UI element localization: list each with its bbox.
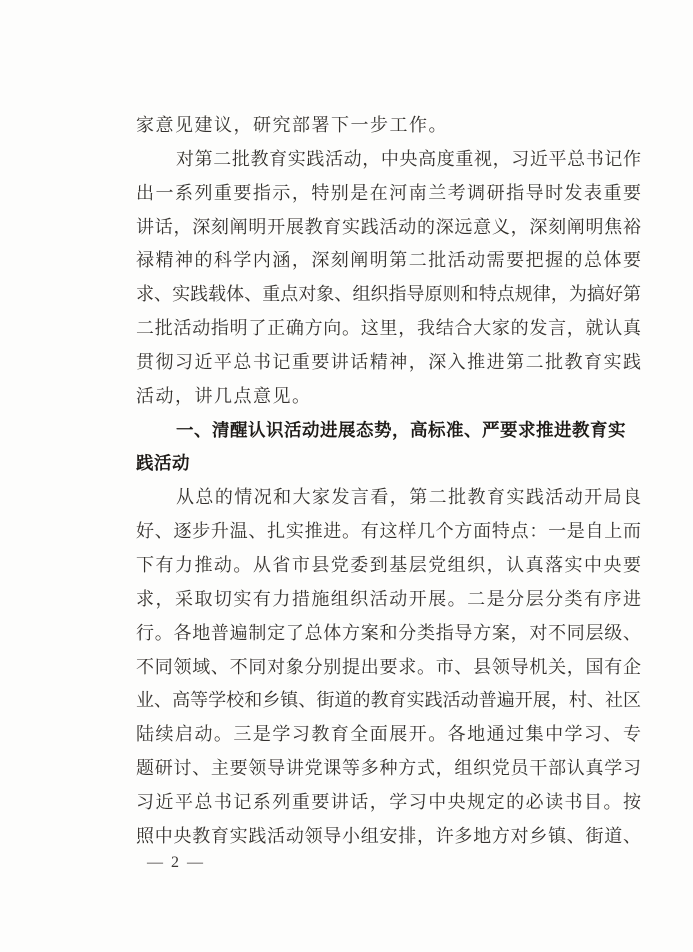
body-text-line: 出一系列重要指示，特别是在河南兰考调研指导时发表重要 — [136, 182, 641, 203]
body-text-line: 行。各地普遍制定了总体方案和分类指导方案，对不同层级、 — [136, 622, 641, 643]
body-text-line: 下有力推动。从省市县党委到基层党组织，认真落实中央要 — [136, 554, 641, 575]
body-text-line: 陆续启动。三是学习教育全面展开。各地通过集中学习、专 — [136, 724, 641, 745]
body-text-line: 习近平总书记系列重要讲话，学习中央规定的必读书目。按 — [136, 791, 641, 812]
body-text-line: 业、高等学校和乡镇、街道的教育实践活动普遍开展，村、社区 — [136, 690, 641, 711]
body-text-line: 从总的情况和大家发言看，第二批教育实践活动开局良 — [176, 487, 641, 508]
body-text-line: 贯彻习近平总书记重要讲话精神，深入推进第二批教育实践 — [136, 351, 641, 372]
body-text-line: 讲话，深刻阐明开展教育实践活动的深远意义，深刻阐明焦裕 — [136, 216, 641, 237]
body-text-line: 家意见建议，研究部署下一步工作。 — [136, 115, 448, 135]
body-text-line: 禄精神的科学内涵，深刻阐明第二批活动需要把握的总体要 — [136, 250, 641, 271]
body-text-line: 好、逐步升温、扎实推进。有这样几个方面特点：一是自上而 — [136, 521, 641, 542]
body-text-line: 题研讨、主要领导讲党课等多种方式，组织党员干部认真学习 — [136, 758, 641, 779]
document-text-block — [136, 109, 641, 854]
body-text-line: 照中央教育实践活动领导小组安排，许多地方对乡镇、街道、 — [136, 825, 641, 846]
body-text-line: 二批活动指明了正确方向。这里，我结合大家的发言，就认真 — [136, 318, 641, 339]
body-text-line: 活动，讲几点意见。 — [136, 385, 312, 406]
body-text-line: 求、实践载体、重点对象、组织指导原则和特点规律，为搞好第 — [136, 284, 641, 305]
section-heading-line: 一、清醒认识活动进展态势，高标准、严要求推进教育实 — [176, 419, 626, 440]
body-text-line: 对第二批教育实践活动，中央高度重视，习近平总书记作 — [176, 148, 641, 169]
body-text-line: 不同领域、不同对象分别提出要求。市、县领导机关，国有企 — [136, 656, 641, 677]
section-heading-line: 践活动 — [136, 453, 190, 474]
page-number: — 2 — — [147, 854, 205, 871]
body-text-line: 求，采取切实有力措施组织活动开展。二是分层分类有序进 — [136, 588, 641, 609]
